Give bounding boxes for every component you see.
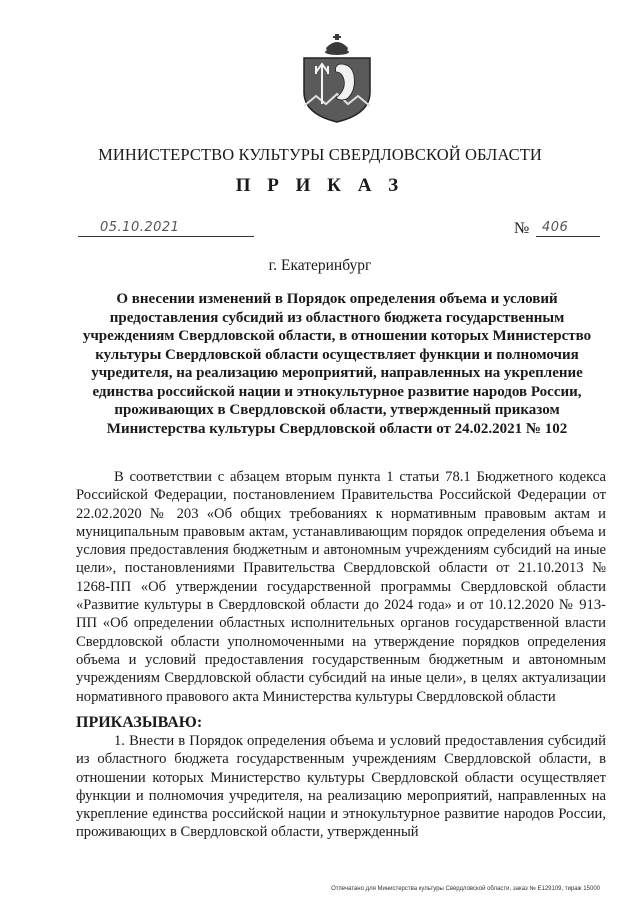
city: г. Екатеринбург [268, 257, 372, 274]
number-label: № [514, 220, 530, 237]
coat-of-arms-icon [296, 34, 378, 124]
ministry-name: МИНИСТЕРСТВО КУЛЬТУРЫ СВЕРДЛОВСКОЙ ОБЛАСТИ [98, 145, 542, 164]
date-field [78, 218, 254, 237]
number-value: 406 [542, 220, 569, 235]
document-type: П Р И К А З [235, 175, 405, 196]
date-value: 05.10.2021 [100, 220, 180, 235]
print-footer: Отпечатано для Министерства культуры Свердловской области, заказ № Е129109, тираж 15000 [331, 886, 600, 892]
clause-1-paragraph: 1. Внести в Порядок определения объема и условий предоставления субсидий из областного бюджета государственным учреждениям Свердловской области, в отношении которых Министерство культуры Свердловской области осуществляет функции и полномочия учредителя, на реализацию мероприятий, направленных на укрепление единства российской нации и этнокультурное развитие народов России, проживающих в Свердловской области, утвержденный [76, 733, 606, 841]
decree-heading: ПРИКАЗЫВАЮ: [76, 714, 203, 731]
preamble-paragraph: В соответствии с абзацем вторым пункта 1 статьи 78.1 Бюджетного кодекса Российской Федерации, постановлением Правительства Российской Федерации от 22.02.2020 № 203 «Об общих требованиях к нормативным правовым актам и муниципальным правовым актам, устанавливающим порядок определения объема и условия предоставления бюджетным и автономным учреждениям субсидий на иные цели», постановлениями Правительства Свердловской области от 21.10.2013 № 1268-ПП «Об утверждении государственной программы Свердловской области «Развитие культуры в Свердловской области до 2024 года» и от 10.12.2020 № 913-ПП «Об определении областных исполнительных органов государственной власти Свердловской области уполномоченными на утверждение порядков определения объема и условий предоставления государственным бюджетным и автономным учреждениям Свердловской области субсидий на иные цели», в целях актуализации нормативного правового акта Министерства культуры Свердловской области [76, 469, 606, 705]
document-title: О внесении изменений в Порядок определения объема и условий предоставления субсидий из областного бюджета государственным учреждениям Свердловской области, в отношении которых Министерство культуры Свердловской области осуществляет функции и полномочия учредителя, на реализацию мероприятий, направленных на укрепление единства российской нации и этнокультурное развитие народов России, проживающих в Свердловской области, утвержденный приказом Министерства культуры Свердловской области от 24.02.2021 № 102 [82, 291, 592, 437]
number-field [536, 218, 600, 237]
